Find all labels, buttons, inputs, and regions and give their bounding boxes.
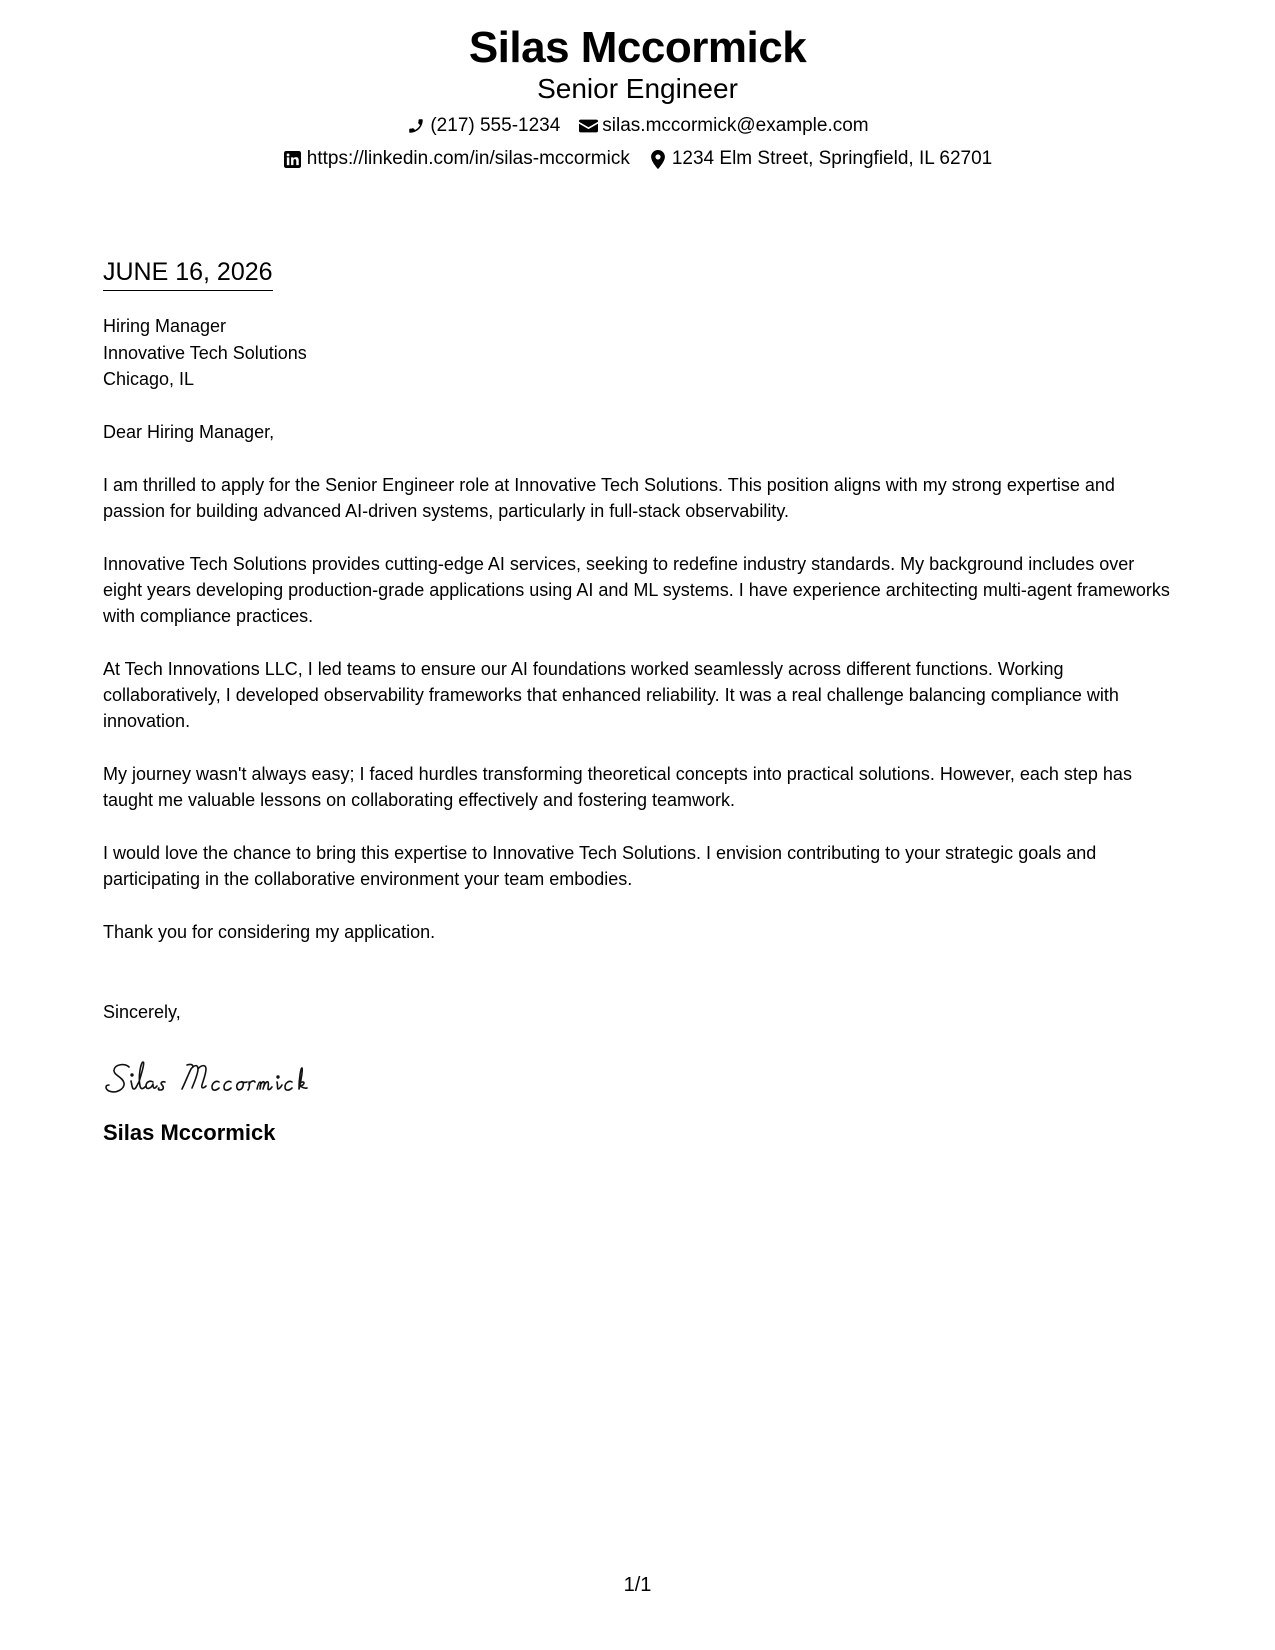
recipient-line: Innovative Tech Solutions [103,342,307,363]
letter-date: JUNE 16, 2026 [103,256,273,291]
email-link[interactable]: silas.mccormick@example.com [602,115,869,136]
letter-header [0,22,1275,171]
applicant-title: Senior Engineer [537,73,738,104]
linkedin-link[interactable]: https://linkedin.com/in/silas-mccormick [306,148,630,169]
handwritten-signature [103,1051,1173,1111]
signer-name: Silas Mccormick [103,1119,276,1145]
body-paragraph: My journey wasn't always easy; I faced hurdles transforming theoretical concepts into practical solutions. However, each step has taught me valuable lessons on collaborating effectively and fostering teamwork. [103,763,1132,810]
body-paragraph: Thank you for considering my application. [103,921,436,942]
page-number: 1/1 [623,1574,652,1596]
signature-image [103,1051,363,1111]
contact-row-primary [0,114,1275,138]
phone-text: (217) 555-1234 [430,115,561,136]
body-paragraph: I am thrilled to apply for the Senior Engineer role at Innovative Tech Solutions. This position aligns with my strong expertise and passion for building advanced AI-driven systems, particularly in full-stack observability. [103,474,1115,521]
recipient-line: Hiring Manager [103,316,227,336]
contact-phone [406,114,560,138]
linkedin-icon [283,149,303,169]
address-text: 1234 Elm Street, Springfield, IL 62701 [671,148,993,169]
contact-row-secondary [0,147,1275,171]
contact-email [578,114,868,138]
salutation: Dear Hiring Manager, [103,421,275,442]
contact-address [648,147,992,171]
body-paragraph: At Tech Innovations LLC, I led teams to ensure our AI foundations worked seamlessly across different functions. Working collaboratively, I developed observability frameworks that enhanced reliability. It was a real challenge balancing compliance with innovation. [103,658,1119,731]
recipient-block [103,313,1173,393]
body-paragraph: I would love the chance to bring this expertise to Innovative Tech Solutions. I envision contributing to your strategic goals and participating in the collaborative environment your team embodies. [103,842,1097,889]
map-pin-icon [648,149,668,169]
contact-linkedin [283,147,630,171]
recipient-line: Chicago, IL [103,369,195,389]
applicant-name: Silas Mccormick [468,23,807,72]
closing: Sincerely, [103,1001,181,1022]
letter-body [103,256,1173,1147]
envelope-icon [578,116,598,136]
phone-icon [406,116,426,136]
body-paragraph: Innovative Tech Solutions provides cutting-edge AI services, seeking to redefine industry standards. My background includes over eight years developing production-grade applications using AI and ML systems. I have experience architecting multi-agent frameworks with compliance practices. [103,553,1170,626]
